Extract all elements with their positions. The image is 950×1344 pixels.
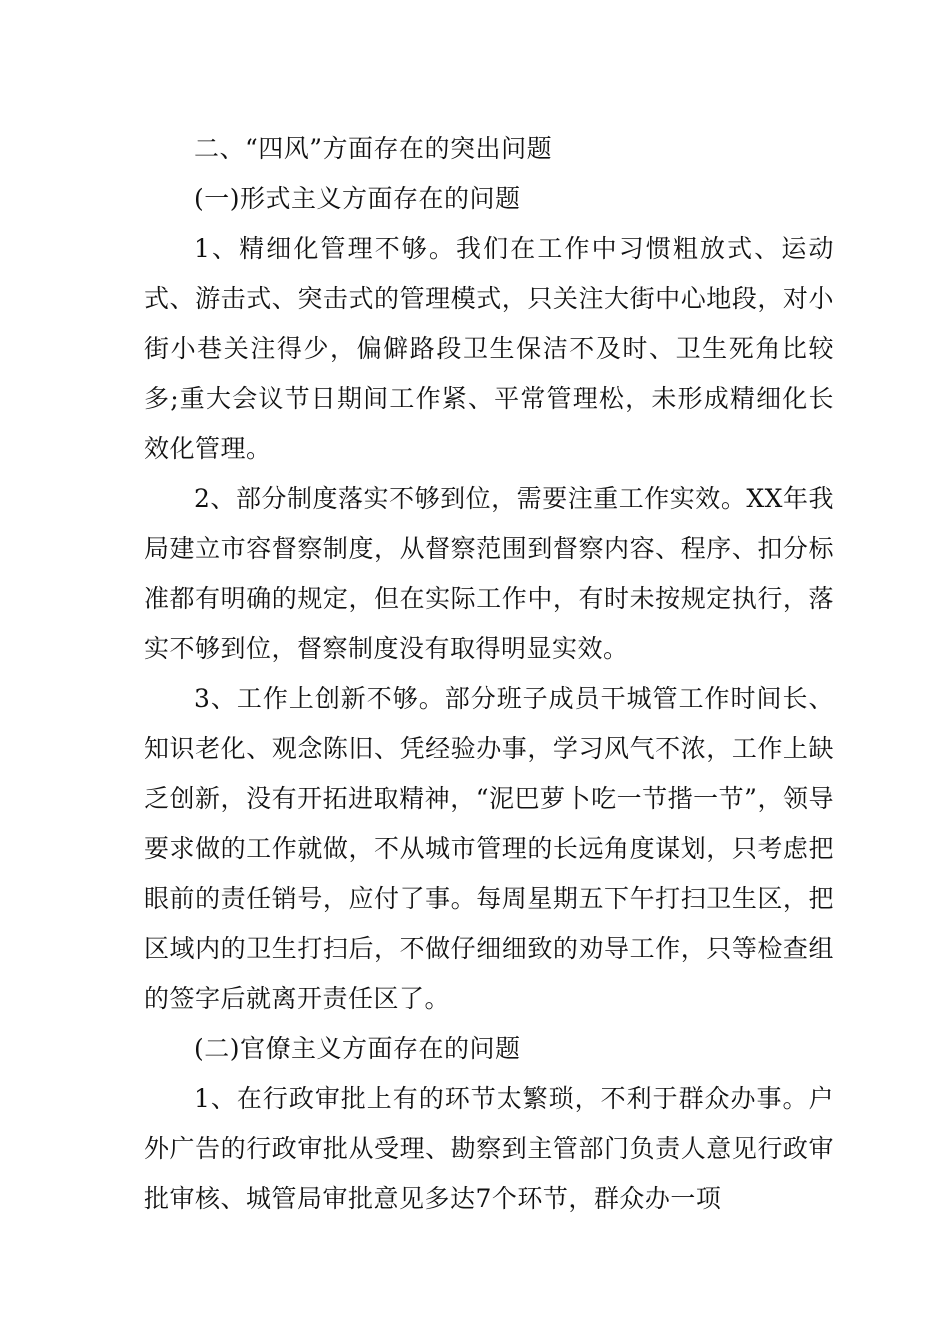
section-heading: 二、“四风”方面存在的突出问题 — [194, 134, 553, 163]
paragraph-system-implementation: 2、部分制度落实不够到位，需要注重工作实效。XX年我局建立市容督察制度，从督察范围到督察内容、程序、扣分标准都有明确的规定，但在实际工作中，有时未按规定执行，落实不够到位，督察制度没有取得明显实效。 — [144, 484, 834, 663]
paragraph-innovation: 3、工作上创新不够。部分班子成员干城管工作时间长、知识老化、观念陈旧、凭经验办事，学习风气不浓，工作上缺乏创新，没有开拓进取精神，“泥巴萝卜吃一节揩一节”，领导要求做的工作就做，不从城市管理的长远角度谋划，只考虑把眼前的责任销号，应付了事。每周星期五下午打扫卫生区，把区域内的卫生打扫后，不做仔细细致的劝导工作，只等检查组的签字后就离开责任区了。 — [144, 684, 834, 1013]
subsection-title-bureaucratism: (二)官僚主义方面存在的问题 — [194, 1034, 521, 1063]
subsection-title-formalism: (一)形式主义方面存在的问题 — [194, 184, 521, 213]
paragraph-fine-management: 1、精细化管理不够。我们在工作中习惯粗放式、运动式、游击式、突击式的管理模式，只关注大街中心地段，对小街小巷关注得少，偏僻路段卫生保洁不及时、卫生死角比较多;重大会议节日期间工作紧、平常管理松，未形成精细化长效化管理。 — [144, 234, 834, 463]
paragraph-administrative-approval: 1、在行政审批上有的环节太繁琐，不利于群众办事。户外广告的行政审批从受理、勘察到主管部门负责人意见行政审批审核、城管局审批意见多达7个环节，群众办一项 — [144, 1084, 834, 1213]
document-page — [144, 124, 834, 1224]
